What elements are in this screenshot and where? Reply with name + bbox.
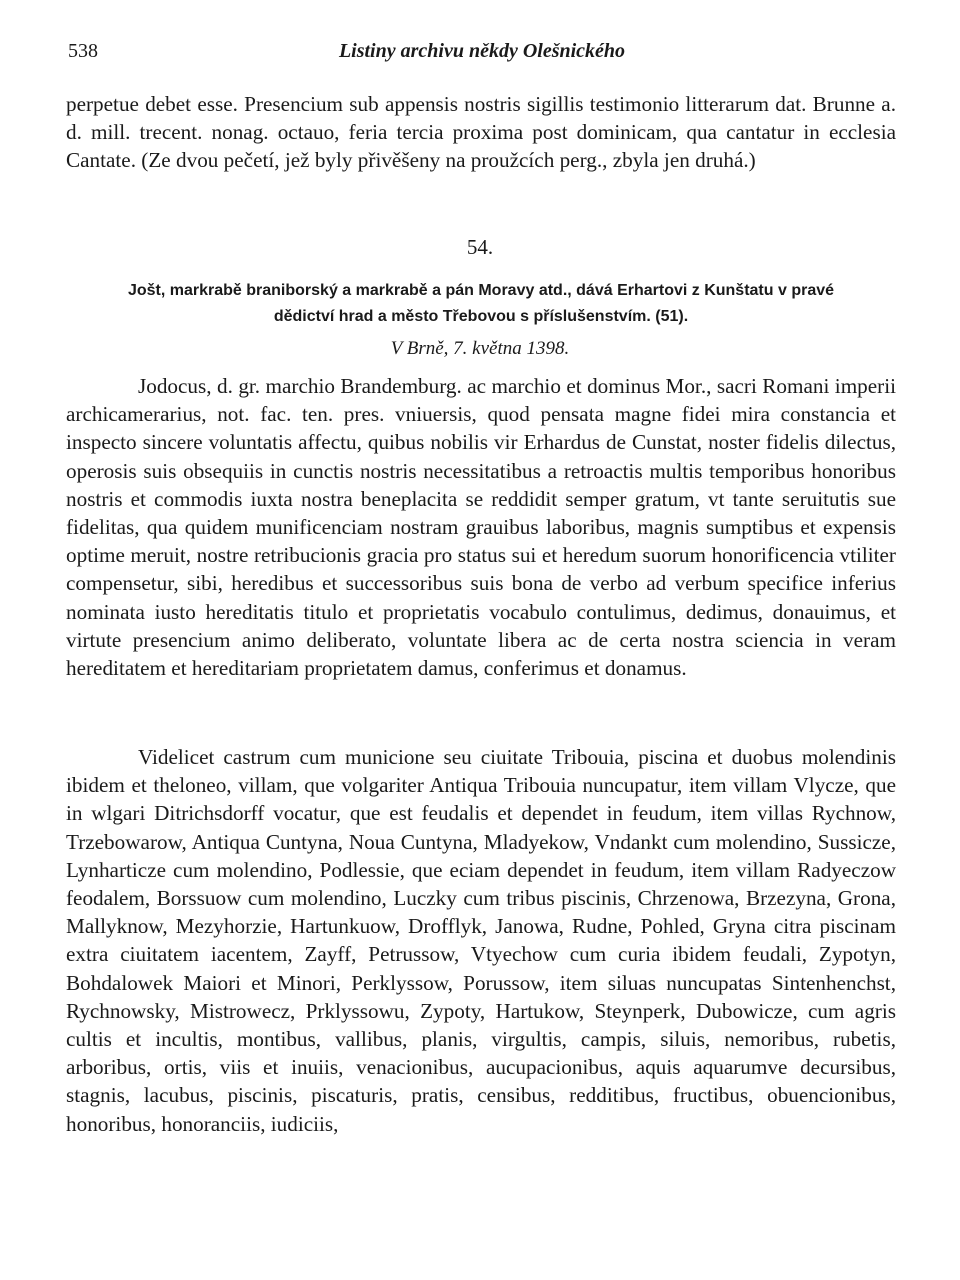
document-body-1 — [66, 372, 896, 682]
summary-line-2: dědictví hrad a město Třebovou s příslušenstvím. (51). — [273, 308, 689, 325]
document-number: 54. — [466, 235, 494, 259]
paragraph-2: Videlicet castrum cum municione seu ciuitate Tribouia, piscina et duobus molendinis ibidem et theloneo, villam, que volgariter Antiqua Tribouia nuncupatur, item villam Vlycze, que in wlgari Ditrichsdorff vocatur, que est feudalis et dependet in feudum, item villas Rychnow, Trzebowarow, Antiqua Cuntyna, Noua Cuntyna, Mladyekow, Vndankt cum molendino, Sussicze, Lynharticze cum molendino, Podlessie, que eciam dependet in feudum, item villam Radyeczow feodalem, Borssuow cum molendino, Luczky cum tribus piscinis, Chrzenowa, Brzezyna, Grona, Mallyknow, Mezyhorzie, Hartunkuow, Drofflyk, Janowa, Rudne, Pohled, Gryna citra piscinam extra ciuitatem iacentem, Zayff, Petrussow, Vtyechow cum curia ibidem feudali, Zypotyn, Bohdalowek Maiori et Minori, Perklyssow, Porussow, item siluas nuncupatas Sintenhenchst, Rychnowsky, Mistrowecz, Prklyssowu, Zypoty, Hartukow, Steynperk, Dubowicze, cum agris cultis et incultis, montibus, vallibus, planis, virgultis, campis, siluis, nemoribus, rubetis, arboribus, ortis, viis et inuiis, venacionibus, aucupacionibus, aquis aquarumve decursibus, stagnis, lacubus, piscinis, piscaturis, pratis, censibus, redditibus, fructibus, obuencionibus, honoribus, honoranciis, iudiciis, — [66, 745, 896, 1136]
page-number: 538 — [68, 40, 98, 62]
document-summary — [66, 278, 896, 330]
previous-paragraph: perpetue debet esse. Presencium sub appensis nostris sigillis testimonio litterarum dat. Brunne a. d. mill. trecent. nonag. octauo, feria tercia proxima post dominicam, qua cantatur in ecclesia Cantate. (Ze dvou pečetí, jež byly přivěšeny na proužcích perg., zbyla jen druhá.) — [66, 92, 896, 173]
document-body-2 — [66, 743, 896, 1138]
paragraph-1: Jodocus, d. gr. marchio Brandemburg. ac marchio et dominus Mor., sacri Romani imperii archicamerarius, not. fac. ten. pres. vniuersis, quod pensata magne fidei mira constancia et inspecto sincere voluntatis affectu, quibus nobilis vir Erhardus de Cunstat, noster fidelis dilectus, operosis suis obsequiis in cunctis nostris necessitatibus a retroactis multis temporibus honoribus nostris et commodis iuxta nostra beneplacita se reddidit semper gratum, vt tante seruitutis sue fidelitas, qua quidem munificenciam nostram grauibus laboribus, magnis sumptibus et expensis optime meruit, nostre retribucionis gracia pro status sui et heredum suorum honorificencia vtiliter compensetur, sibi, heredibus et successoribus suis bona de verbo ad verbum specifice inferius nominata iusto hereditatis titulo et proprietatis vocabulo contulimus, dedimus, donauimus, et virtute presencium animo deliberato, voluntate libera ac de certa nostra sciencia in veram hereditatem et hereditariam proprietatem damus, conferimus et donamus. — [66, 374, 896, 681]
running-title: Listiny archivu někdy Olešnického — [338, 40, 626, 62]
summary-line-1: Jošt, markrabě braniborský a markrabě a pán Moravy atd., dává Erhartovi z Kunštatu v pravé — [127, 282, 835, 299]
dateline: V Brně, 7. května 1398. — [390, 338, 570, 359]
previous-document-ending — [66, 90, 896, 175]
page-header — [68, 40, 896, 72]
